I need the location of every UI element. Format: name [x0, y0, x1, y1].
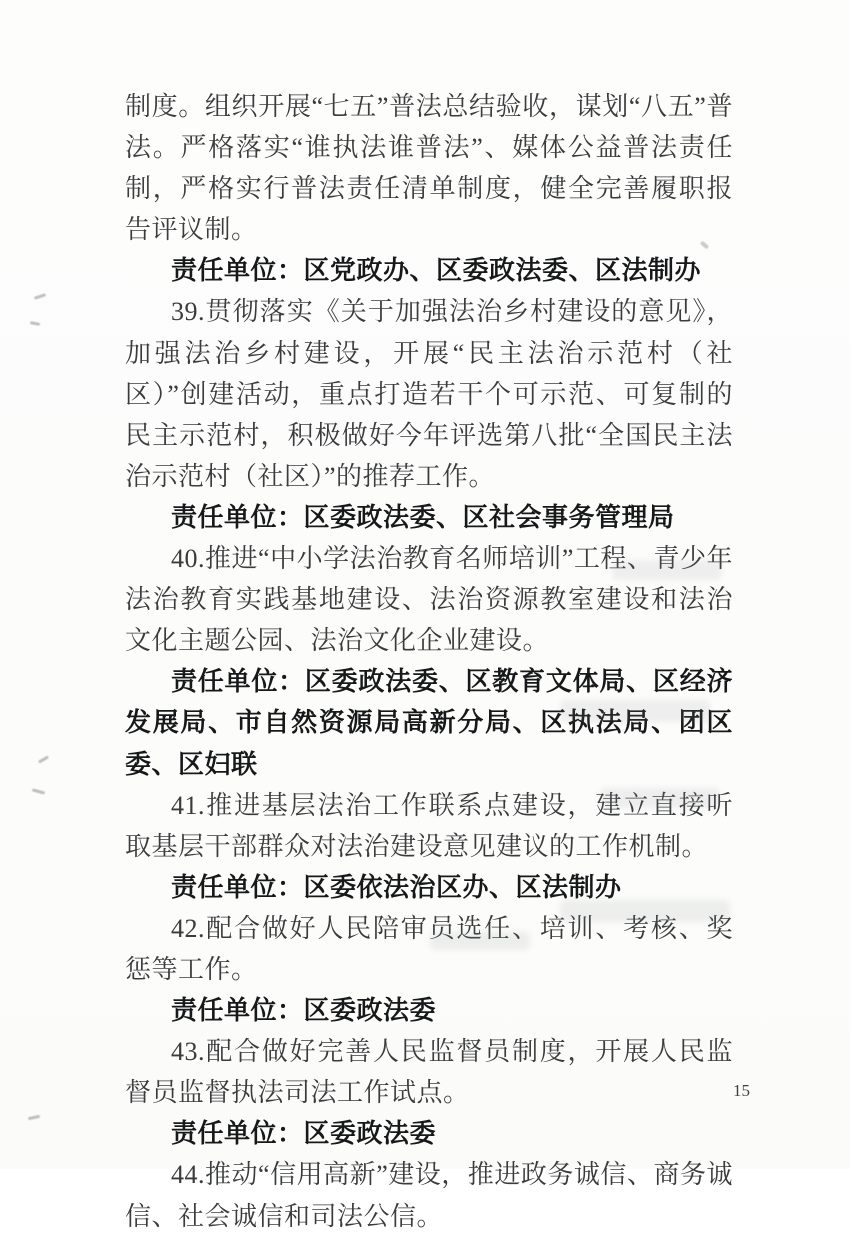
item-43-paragraph: 43.配合做好完善人民监督员制度，开展人民监督员监督执法司法工作试点。	[125, 1037, 733, 1108]
responsible-unit-line: 责任单位：区委政法委、区教育文体局、区经济发展局、市自然资源局高新分局、区执法局、团区委、区妇联	[125, 666, 733, 779]
item-44-paragraph: 44.推动“信用高新”建设，推进政务诚信、商务诚信、社会诚信和司法公信。	[125, 1160, 733, 1231]
scan-artifact	[38, 755, 49, 763]
responsible-unit-line: 责任单位：区委政法委、区社会事务管理局	[171, 501, 675, 532]
scan-artifact	[34, 293, 46, 300]
scan-artifact	[28, 1115, 40, 1120]
item-40-paragraph: 40.推进“中小学法治教育名师培训”工程、青少年法治教育实践基地建设、法治资源教室建设和法治文化主题公园、法治文化企业建设。	[125, 544, 733, 656]
item-42-paragraph: 42.配合做好人民陪审员选任、培训、考核、奖惩等工作。	[125, 913, 733, 984]
paragraph-continuation: 制度。组织开展“七五”普法总结验收，谋划“八五”普法。严格落实“谁执法谁普法”、媒体公益普法责任制，严格实行普法责任清单制度，健全完善履职报告评议制。	[125, 92, 733, 245]
responsible-unit-line: 责任单位：区委政法委	[171, 1118, 437, 1149]
responsible-unit-line: 责任单位：区委政法委	[171, 995, 437, 1026]
item-39-paragraph: 39.贯彻落实《关于加强法治乡村建设的意见》，加强法治乡村建设，开展“民主法治示范村（社区）”创建活动，重点打造若干个可示范、可复制的民主示范村，积极做好今年评选第八批“全国民主法治示范村（社区）”的推荐工作。	[125, 297, 733, 491]
page-number: 15	[733, 1081, 750, 1100]
responsible-unit-line: 责任单位：区党政办、区委政法委、区法制办	[171, 255, 702, 286]
item-41-paragraph: 41.推进基层法治工作联系点建设，建立直接听取基层干部群众对法治建设意见建议的工作机制。	[125, 790, 733, 861]
scan-artifact	[30, 321, 40, 326]
scan-artifact	[32, 788, 45, 794]
document-text-block	[125, 86, 733, 1237]
responsible-unit-line: 责任单位：区委依法治区办、区法制办	[171, 871, 622, 902]
